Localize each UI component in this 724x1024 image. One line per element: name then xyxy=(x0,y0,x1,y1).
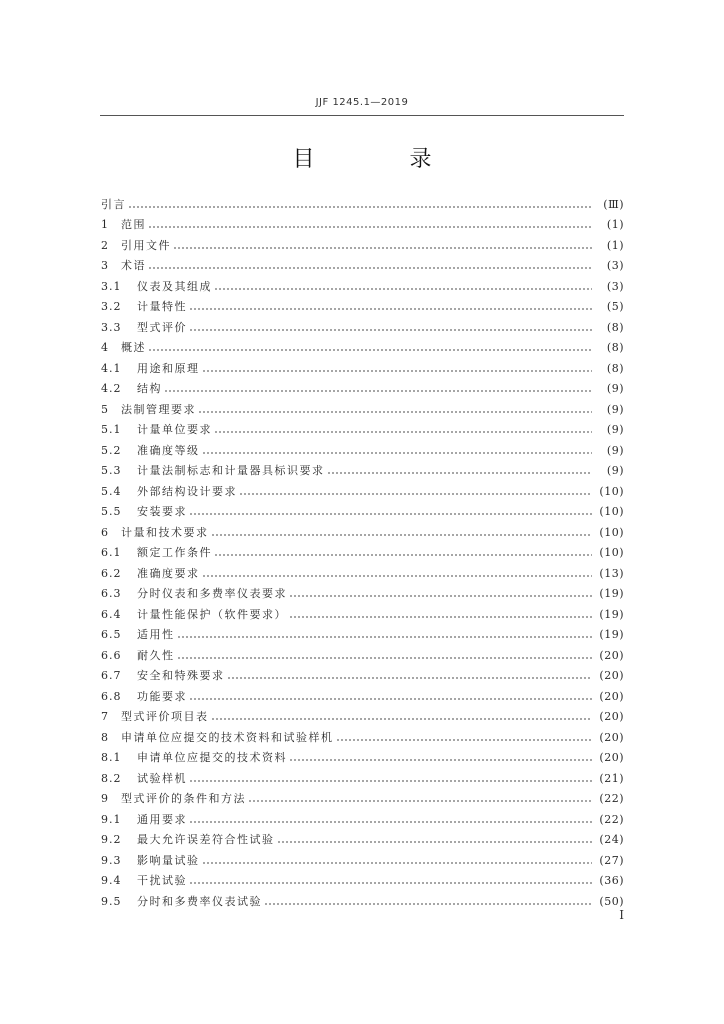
toc-entry-title: 计量单位要求 xyxy=(137,423,212,436)
header-rule xyxy=(100,115,624,116)
toc-entry-page: (9) xyxy=(606,464,624,477)
toc-leader-dots xyxy=(202,451,593,455)
toc-entry xyxy=(101,519,624,540)
toc-entry-number: 7 xyxy=(101,710,109,723)
toc-entry xyxy=(101,314,624,335)
toc-entry-title: 试验样机 xyxy=(137,771,187,785)
toc-entry-number: 4.2 xyxy=(101,382,122,395)
toc-entry-page: (8) xyxy=(606,341,624,354)
toc-leader-dots xyxy=(173,246,592,250)
toc-entry-number: 6.3 xyxy=(101,587,122,600)
toc-entry-page: (20) xyxy=(599,648,624,662)
toc-entry-title: 适用性 xyxy=(137,628,175,641)
toc-entry-number: 3.3 xyxy=(101,320,122,334)
toc-entry-number: 6.7 xyxy=(101,669,122,682)
toc-entry-page: (8) xyxy=(606,361,624,375)
toc-entry-title: 法制管理要求 xyxy=(121,402,196,416)
toc-entry-page: (10) xyxy=(599,505,624,518)
toc-entry xyxy=(101,724,624,745)
toc-entry xyxy=(101,868,624,889)
toc-leader-dots xyxy=(289,615,592,619)
toc-entry-number: 6.5 xyxy=(101,628,122,641)
toc-leader-dots xyxy=(202,369,593,373)
toc-entry-page: (24) xyxy=(599,833,624,846)
toc-entry-title: 安全和特殊要求 xyxy=(137,669,225,682)
toc-entry-number: 3 xyxy=(101,259,109,272)
toc-entry-number: 5.2 xyxy=(101,443,122,457)
table-of-contents xyxy=(101,191,624,909)
toc-entry-number: 8 xyxy=(101,730,109,744)
toc-entry-title: 范围 xyxy=(121,218,146,231)
toc-entry-number: 5.3 xyxy=(101,464,122,477)
toc-entry-page: (21) xyxy=(599,771,624,785)
toc-entry-title: 额定工作条件 xyxy=(137,546,212,559)
toc-entry-title: 概述 xyxy=(121,341,146,354)
toc-entry xyxy=(101,540,624,561)
toc-entry-page: (3) xyxy=(606,259,624,272)
toc-leader-dots xyxy=(189,881,592,885)
toc-entry-page: (20) xyxy=(599,710,624,723)
toc-leader-dots xyxy=(128,205,592,209)
toc-entry-title: 外部结构设计要求 xyxy=(137,484,237,498)
toc-entry xyxy=(101,478,624,499)
toc-entry xyxy=(101,765,624,786)
toc-entry xyxy=(101,437,624,458)
toc-entry-title: 申请单位应提交的技术资料和试验样机 xyxy=(121,730,334,744)
toc-entry xyxy=(101,827,624,848)
toc-entry-page: (22) xyxy=(599,812,624,826)
toc-entry-page: (9) xyxy=(606,382,624,395)
toc-entry-number: 9.2 xyxy=(101,833,122,846)
toc-entry-title: 用途和原理 xyxy=(137,361,200,375)
toc-entry-title: 耐久性 xyxy=(137,648,175,662)
toc-entry-title: 型式评价项目表 xyxy=(121,710,209,723)
toc-leader-dots xyxy=(164,389,592,393)
toc-entry xyxy=(101,642,624,663)
toc-entry-page: (9) xyxy=(606,402,624,416)
toc-entry-page: (19) xyxy=(599,628,624,641)
document-code-header: JJF 1245.1—2019 xyxy=(315,97,409,108)
toc-entry-page: (1) xyxy=(606,238,624,252)
toc-entry xyxy=(101,376,624,397)
toc-entry-number: 9.1 xyxy=(101,812,122,826)
toc-entry-page: (1) xyxy=(606,218,624,231)
toc-entry-title: 安装要求 xyxy=(137,505,187,518)
toc-entry-title: 计量和技术要求 xyxy=(121,525,209,539)
toc-leader-dots xyxy=(177,656,593,660)
toc-entry-title: 分时仪表和多费率仪表要求 xyxy=(137,587,287,600)
toc-entry xyxy=(101,683,624,704)
toc-entry-number: 1 xyxy=(101,218,109,231)
toc-leader-dots xyxy=(289,594,592,598)
toc-entry xyxy=(101,663,624,684)
toc-entry-title: 引言 xyxy=(101,197,126,211)
toc-entry xyxy=(101,622,624,643)
toc-entry-page: (27) xyxy=(599,853,624,867)
toc-entry-title: 准确度等级 xyxy=(137,443,200,457)
toc-entry xyxy=(101,888,624,909)
toc-entry-page: (9) xyxy=(606,443,624,457)
toc-entry-title: 计量特性 xyxy=(137,300,187,313)
toc-leader-dots xyxy=(148,266,592,270)
toc-leader-dots xyxy=(202,574,593,578)
toc-entry xyxy=(101,191,624,212)
toc-entry-number: 5.1 xyxy=(101,423,122,436)
toc-entry-page: (20) xyxy=(599,751,624,764)
toc-entry xyxy=(101,335,624,356)
toc-entry-title: 分时和多费率仪表试验 xyxy=(137,894,262,908)
toc-entry-number: 5.4 xyxy=(101,484,122,498)
toc-entry xyxy=(101,704,624,725)
page-number: I xyxy=(619,908,624,922)
toc-entry xyxy=(101,355,624,376)
toc-leader-dots xyxy=(148,348,592,352)
toc-entry xyxy=(101,273,624,294)
toc-entry-title: 仪表及其组成 xyxy=(137,279,212,293)
toc-leader-dots xyxy=(227,676,593,680)
toc-entry-title: 计量法制标志和计量器具标识要求 xyxy=(137,464,325,477)
toc-leader-dots xyxy=(177,635,593,639)
toc-entry-number: 6.8 xyxy=(101,689,122,703)
toc-leader-dots xyxy=(211,717,593,721)
toc-entry-number: 6.4 xyxy=(101,607,122,621)
toc-entry-title: 计量性能保护（软件要求） xyxy=(137,607,287,621)
toc-leader-dots xyxy=(289,758,592,762)
toc-entry-number: 3.1 xyxy=(101,279,122,293)
toc-entry xyxy=(101,786,624,807)
toc-entry-number: 5.5 xyxy=(101,505,122,518)
toc-leader-dots xyxy=(189,779,592,783)
toc-entry xyxy=(101,253,624,274)
toc-entry-number: 6.1 xyxy=(101,546,122,559)
toc-entry-page: (19) xyxy=(599,587,624,600)
toc-entry-number: 8.1 xyxy=(101,751,122,764)
toc-entry xyxy=(101,499,624,520)
toc-leader-dots xyxy=(277,840,593,844)
toc-entry-page: (5) xyxy=(606,300,624,313)
toc-entry xyxy=(101,806,624,827)
toc-leader-dots xyxy=(189,512,592,516)
toc-entry-title: 最大允许误差符合性试验 xyxy=(137,833,275,846)
toc-entry-page: (3) xyxy=(606,279,624,293)
toc-leader-dots xyxy=(327,471,593,475)
toc-entry-page: (50) xyxy=(599,894,624,908)
toc-entry-number: 6.6 xyxy=(101,648,122,662)
toc-leader-dots xyxy=(264,902,592,906)
toc-entry-page: (10) xyxy=(599,546,624,559)
toc-entry-title: 型式评价 xyxy=(137,320,187,334)
toc-entry xyxy=(101,581,624,602)
toc-leader-dots xyxy=(189,697,592,701)
toc-entry xyxy=(101,232,624,253)
toc-entry xyxy=(101,417,624,438)
toc-entry xyxy=(101,458,624,479)
toc-entry-title: 干扰试验 xyxy=(137,874,187,887)
toc-entry-title: 影响量试验 xyxy=(137,853,200,867)
toc-leader-dots xyxy=(214,430,592,434)
toc-entry-page: (19) xyxy=(599,607,624,621)
toc-entry xyxy=(101,294,624,315)
toc-leader-dots xyxy=(198,410,592,414)
toc-entry-page: (36) xyxy=(599,874,624,887)
toc-entry-page: (9) xyxy=(606,423,624,436)
toc-leader-dots xyxy=(202,861,593,865)
toc-entry-number: 9.5 xyxy=(101,894,122,908)
toc-entry-title: 通用要求 xyxy=(137,812,187,826)
toc-entry-page: (20) xyxy=(599,689,624,703)
toc-leader-dots xyxy=(239,492,592,496)
toc-leader-dots xyxy=(214,553,592,557)
toc-entry-page: (10) xyxy=(599,525,624,539)
toc-entry-title: 术语 xyxy=(121,259,146,272)
toc-entry-title: 结构 xyxy=(137,382,162,395)
toc-entry-title: 引用文件 xyxy=(121,238,171,252)
toc-entry-number: 6.2 xyxy=(101,566,122,580)
toc-entry-number: 9.4 xyxy=(101,874,122,887)
toc-entry-title: 型式评价的条件和方法 xyxy=(121,792,246,805)
toc-entry-title: 功能要求 xyxy=(137,689,187,703)
toc-entry-page: (20) xyxy=(599,730,624,744)
toc-entry-page: (8) xyxy=(606,320,624,334)
toc-entry-number: 9.3 xyxy=(101,853,122,867)
toc-entry-number: 2 xyxy=(101,238,109,252)
toc-entry-number: 9 xyxy=(101,792,109,805)
toc-leader-dots xyxy=(189,820,592,824)
toc-entry xyxy=(101,212,624,233)
toc-entry-number: 5 xyxy=(101,402,109,416)
toc-entry-title: 准确度要求 xyxy=(137,566,200,580)
toc-entry-page: (22) xyxy=(599,792,624,805)
toc-leader-dots xyxy=(214,287,592,291)
toc-entry-number: 4 xyxy=(101,341,109,354)
toc-entry xyxy=(101,847,624,868)
toc-entry-number: 8.2 xyxy=(101,771,122,785)
toc-entry-title: 申请单位应提交的技术资料 xyxy=(137,751,287,764)
toc-entry-number: 3.2 xyxy=(101,300,122,313)
toc-leader-dots xyxy=(189,328,592,332)
toc-entry-page: (13) xyxy=(599,566,624,580)
toc-leader-dots xyxy=(248,799,592,803)
toc-entry-number: 6 xyxy=(101,525,109,539)
toc-leader-dots xyxy=(189,307,592,311)
page-title: 目 录 xyxy=(292,147,476,172)
toc-entry xyxy=(101,601,624,622)
toc-leader-dots xyxy=(336,738,593,742)
toc-entry-page: (10) xyxy=(599,484,624,498)
toc-entry xyxy=(101,560,624,581)
toc-entry xyxy=(101,745,624,766)
toc-leader-dots xyxy=(148,225,592,229)
toc-entry xyxy=(101,396,624,417)
toc-leader-dots xyxy=(211,533,593,537)
toc-entry-page: (20) xyxy=(599,669,624,682)
toc-entry-page: (Ⅲ) xyxy=(603,197,624,211)
toc-entry-number: 4.1 xyxy=(101,361,122,375)
